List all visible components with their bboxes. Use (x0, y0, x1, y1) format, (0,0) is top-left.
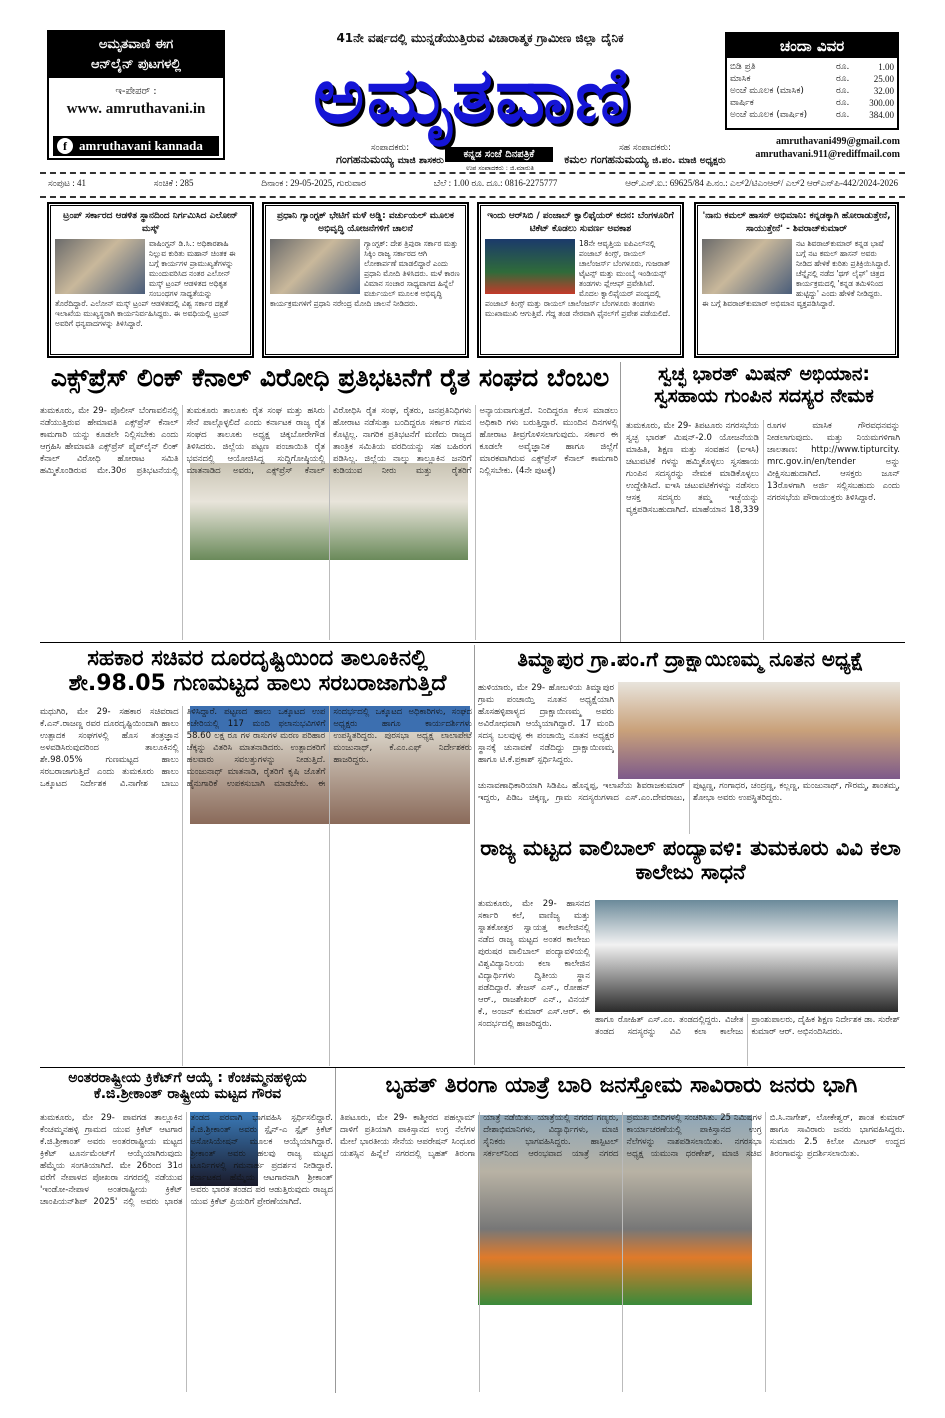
website-link[interactable]: www. amruthavani.in (66, 101, 206, 117)
subscription-row (727, 109, 897, 121)
divider (40, 196, 905, 198)
facebook-link[interactable] (53, 136, 219, 156)
article-tiranga-body (340, 1112, 905, 1392)
divider (40, 642, 905, 643)
plan-label: ಬಿಡಿ ಪ್ರತಿ (730, 62, 756, 72)
plan-price: 1.00 (878, 62, 894, 72)
subscription-row (727, 97, 897, 109)
headline: ಪ್ರಧಾನಿ ಗ್ಯಾಂಗ್ಟಕ್ ಭೇಟಿಗೆ ಮಳೆ ಅಡ್ಡಿ: ವರ್ಚುಯಲ್ ಮೂಲಕ ಅಭಿವೃದ್ಧಿ ಯೋಜನೆಗಳಿಗೆ ಚಾಲನೆ (277, 211, 454, 234)
tagline: 41ನೇ ವರ್ಷದಲ್ಲಿ ಮುನ್ನಡೆಯುತ್ತಿರುವ ವಿಚಾರಾತ್ಮಕ ಗ್ರಾಮೀಣ ಜಿಲ್ಲಾ ದೈನಿಕ (336, 31, 624, 45)
subscription-box (725, 32, 899, 130)
plan-label: ಅಂಚೆ ಮೂಲಕ (ಮಾಸಿಕ) (730, 86, 804, 96)
headline-canal-protest: ಎಕ್ಸ್‌ಪ್ರೆಸ್ ಲಿಂಕ್ ಕೆನಾಲ್ ವಿರೋಧಿ ಪ್ರತಿಭಟನೆಗೆ ರೈತ ಸಂಘದ ಬೆಂಬಲ (50, 363, 610, 392)
price-phone: ಬೆಲೆ : 1.00 ರೂ. ದೂ.: 0816-2275777 (433, 178, 558, 188)
body-text: ತಿಪಟೂರು, ಮೇ 29- ಕಾಶ್ಮೀರದ ಪಹಲ್ಗಾಮ್ ದಾಳಿಗೆ ಪ್ರತಿಯಾಗಿ ಪಾಕಿಸ್ತಾನದ ಉಗ್ರ ನೆಲೆಗಳ ಮೇಲೆ ಭಾರತೀಯ ಸೇನೆಯ ಆಪರೇಷನ್ ಸಿಂಧೂರ ಯಶಸ್ಸಿನ ಹಿನ್ನೆಲೆ ನಗರದಲ್ಲಿ ಬೃಹತ್ ತಿರಂಗಾ ಯಾತ್ರೆ ನಡೆಯಿತು. ಯಾತ್ರೆಯಲ್ಲಿ ನಗರದ ಗಣ್ಯರು, ದೇಶಾಭಿಮಾನಿಗಳು, ವಿದ್ಯಾರ್ಥಿಗಳು, ಮಾಜಿ ಸೈನಿಕರು ಭಾಗವಹಿಸಿದ್ದರು. ಹಾಸ್ಪಿಟಲ್ ಸರ್ಕಲ್‌ನಿಂದ ಆರಂಭವಾದ ಯಾತ್ರೆ ನಗರದ ಪ್ರಮುಖ ಬೀದಿಗಳಲ್ಲಿ ಸಂಚರಿಸಿತು. 25 ನಿಮಿಷಗಳ ಕಾರ್ಯಾಚರಣೆಯಲ್ಲಿ ಪಾಕಿಸ್ತಾನದ ಉಗ್ರ ನೆಲೆಗಳನ್ನು ನಾಶಪಡಿಸಲಾಯಿತು. ನಗರಸಭಾ ಅಧ್ಯಕ್ಷ ಯಮುನಾ ಧರಣೇಶ್, ಮಾಜಿ ಸಚಿವ ಬಿ.ಸಿ.ನಾಗೇಶ್, ಲೋಕೇಶ್ವರ್, ಶಾಂತ ಕುಮಾರ್ ಹಾಗೂ ಸಾವಿರಾರು ಜನರು ಭಾಗವಹಿಸಿದ್ದರು. ಸುಮಾರು 2.5 ಕಿಲೋ ಮೀಟರ್ ಉದ್ದದ ತಿರಂಗಾವನ್ನು ಪ್ರದರ್ಶಿಸಲಾಯಿತು. (340, 1113, 905, 1159)
article-cricket-body: ತುಮಕೂರು, ಮೇ 29- ಪಾವಗಡ ತಾಲ್ಲೂಕಿನ ಕೆಂಚಮ್ಮನಹಳ್ಳಿ ಗ್ರಾಮದ ಯುವ ಕ್ರಿಕೆಟ್ ಆಟಗಾರ ಕೆ.ಜಿ.ಶ್ರೀಕಾಂತ್ ಅವರು ಅಂತರರಾಷ್ಟ್ರೀಯ ಮಟ್ಟದ ಕ್ರಿಕೆಟ್ ಟೂರ್ನಮೆಂಟ್‌ಗೆ ಆಯ್ಕೆಯಾಗಿರುವುದು ಹೆಮ್ಮೆಯ ಸಂಗತಿಯಾಗಿದೆ. ಮೇ 26ರಿಂದ 31ರ ವರೆಗೆ ನೇಪಾಳದ ಪೋಖರಾ ನಗರದಲ್ಲಿ ನಡೆಯುವ 'ಇಂಡೋ-ನೇಪಾಳ ಅಂತರಾಷ್ಟ್ರೀಯ ಕ್ರಿಕೆಟ್ ಚಾಂಪಿಯನ್‌ಶಿಪ್ 2025' ನಲ್ಲಿ ಅವರು ಭಾರತ ತಂಡದ ಪರವಾಗಿ ಭಾಗವಹಿಸಿ ಸ್ಪರ್ಧಿಸಲಿದ್ದಾರೆ. ಕೆ.ಜಿ.ಶ್ರೀಕಾಂತ್ ಅವರು ಸ್ಪೈನ್-ಎ ಸ್ಪೈಕ್ ಕ್ರಿಕೆಟ್ ಅಸೋಸಿಯೇಷನ್ ಮೂಲಕ ಆಯ್ಕೆಯಾಗಿದ್ದಾರೆ. ಶ್ರೀಕಾಂತ್ ಅವರು ಹಲವು ರಾಜ್ಯ ಮಟ್ಟದ ಟೂರ್ನಿಗಳಲ್ಲಿ ಗಮನಾರ್ಹ ಪ್ರದರ್ಶನ ನೀಡಿದ್ದಾರೆ. ಕರ್ನಾಟಕದ ಹೆಮ್ಮೆಯ ಆಟಗಾರನಾಗಿ ಶ್ರೀಕಾಂತ್ ಅವರು ಭಾರತ ತಂಡದ ಪರ ಆಡುತ್ತಿರುವುದು ರಾಜ್ಯದ ಯುವ ಕ್ರಿಕೆಟ್ ಪ್ರಿಯರಿಗೆ ಪ್ರೇರಣೆಯಾಗಿದೆ. (40, 1113, 333, 1207)
newspaper-logo: ಅಮೃತವಾಣಿ (313, 51, 632, 141)
news-box-pm (263, 203, 468, 357)
facebook-icon: f (57, 138, 73, 154)
photo-panchayat (618, 682, 900, 779)
column-rule (335, 1068, 336, 1393)
coeditor-note: ಜಿ.ಪಂ. ಮಾಜಿ ಅಧ್ಯಕ್ಷರು (652, 155, 726, 166)
body: ವಾಷಿಂಗ್ಟನ್ ಡಿ.ಸಿ.: ಅಧಿಕಾರಶಾಹಿ ನಿಲ್ಲುವ ಕುರಿತು ಮಹಾನ್ ಚಿಂತಕ ಈ ಬಗ್ಗೆ ಕಾರ್ಯಗಳ ಪ್ರಾಮುಖ್ಯತೆಗಳನ್ನು ಮುಂದುವರಿಸಿದ ನಂತರ ಎಲೋನ್ ಮಸ್ಕ್ ಟ್ರಂಪ್ ಆಡಳಿತದ ಅಧಿಕೃತ ಸಂಬಂಧಗಳ ಸಾಧ್ಯತೆಯನ್ನು ತೊರೆದಿದ್ದಾರೆ. ಎಲೋನ್ ಮಸ್ಕ್ ಟ್ರಂಪ್ ಆಡಳಿತದಲ್ಲಿ ವಿಶ್ವ ಸರ್ಕಾರ ದಕ್ಷತೆ ಇಲಾಖೆಯ ಮುಖ್ಯಸ್ಥರಾಗಿ ಕಾರ್ಯನಿರ್ವಹಿಸಿದ್ದರು. ಈ ಅವಧಿಯಲ್ಲಿ ಟ್ರಂಪ್ ಅವರಿಗೆ ಧನ್ಯವಾದಗಳನ್ನು ತಿಳಿಸಿದ್ದಾರೆ. (55, 239, 236, 328)
currency: ರೂ. (836, 86, 850, 96)
article-timmapura-caption: ಚುನಾವಣಾಧಿಕಾರಿಯಾಗಿ ಸಿಡಿಪಿಒ ಹೊನ್ನಪ್ಪ, ಇಲಾಖೆಯ ಶಿವರಾಜಕುಮಾರ್ ಇದ್ದರು, ಪಿಡಿಒ ಚಿಕ್ಕಣ್ಣ, ಗ್ರಾಮ ಸದಸ್ಯರುಗಳಾದ ಎಸ್.ಎಂ.ದೇವರಾಜು, ಪುಟ್ಟಣ್ಣ, ಗಂಗಾಧರ, ಚಂದ್ರಣ್ಣ, ಕಲ್ಲಣ್ಣ, ಮಂಜುನಾಥ್, ಗೌರಮ್ಮ, ಶಾಂತಮ್ಮ, ಶೋಭಾ ಅವರು ಉಪಸ್ಥಿತರಿದ್ದರು. (478, 781, 900, 803)
subscription-row (727, 73, 897, 85)
news-box-musk (48, 203, 253, 357)
headline-timmapura: ತಿಮ್ಮಾಪುರ ಗ್ರಾ.ಪಂ.ಗೆ ದ್ರಾಕ್ಷಾಯಿಣಮ್ಮ ನೂತನ ಅಧ್ಯಕ್ಷೆ (517, 647, 864, 671)
coeditor-name: ಕಮಲ ಗಂಗಹನುಮಯ್ಯ (564, 153, 649, 166)
body: ಗ್ಯಾಂಗ್ಟಕ್: ದೇಶ ತ್ರಿಪುರಾ ಸರ್ಕಾರ ಮತ್ತು ಸಿಕ್ಕಿಂ ರಾಜ್ಯ ಸರ್ಕಾರದ ಆಗಿ ಲೋಕಾರ್ಪಣೆ ಮಾಡಲಿದ್ದಾರೆ ಎಂದು ಪ್ರಧಾನಿ ಮೋದಿ ತಿಳಿಸಿದರು. ಮಳೆ ಕಾರಣ ವಿಮಾನ ಸಂಚಾರ ಸಾಧ್ಯವಾಗದ ಹಿನ್ನೆಲೆ ವರ್ಚುಯಲ್ ಮೂಲಕ ಅಭಿವೃದ್ಧಿ ಕಾರ್ಯಕ್ರಮಗಳಿಗೆ ಪ್ರಧಾನಿ ನರೇಂದ್ರ ಮೋದಿ ಚಾಲನೆ ನೀಡಿದರು. (270, 239, 460, 308)
editor-label: ಸಂಪಾದಕರು: (370, 143, 410, 153)
divider (40, 172, 905, 174)
photo (270, 239, 360, 294)
subscription-row (727, 85, 897, 97)
photo (485, 239, 575, 294)
column-rule (620, 362, 621, 642)
column-rule (474, 645, 475, 1065)
article-volleyball-body: ತುಮಕೂರು, ಮೇ 29- ಹಾಸನದ ಸರ್ಕಾರಿ ಕಲೆ, ವಾಣಿಜ್ಯ ಮತ್ತು ಸ್ನಾತಕೋತ್ತರ ಸ್ವಾಯತ್ತ ಕಾಲೇಜಿನಲ್ಲಿ ನಡೆದ ರಾಜ್ಯ ಮಟ್ಟದ ಅಂತರ ಕಾಲೇಜು ಪುರುಷರ ವಾಲಿಬಾಲ್ ಪಂದ್ಯಾವಳಿಯಲ್ಲಿ ವಿಶ್ವವಿದ್ಯಾನಿಲಯ ಕಲಾ ಕಾಲೇಜಿನ ವಿದ್ಯಾರ್ಥಿಗಳು ದ್ವಿತೀಯ ಸ್ಥಾನ ಪಡೆದಿದ್ದಾರೆ. ತೇಜಸ್ ಎಸ್., ರೋಹನ್ ಆರ್., ರಾಜಶೇಖರ್ ಎನ್., ವಿನಯ್ ಕೆ., ಅಂಜನ್ ಕುಮಾರ್ ಎಸ್.ಆರ್. ಈ ಸಂದರ್ಭದಲ್ಲಿ ಹಾಜರಿದ್ದರು. (478, 899, 590, 1029)
headline: ಟ್ರಂಪ್ ಸರ್ಕಾರದ ಆಡಳಿತ ಸ್ಥಾನದಿಂದ ನಿರ್ಗಮಿಸಿದ ಎಲೋನ್ ಮಸ್ಕ್ (63, 211, 238, 234)
coeditor-label: ಸಹ ಸಂಪಾದಕರು: (618, 143, 672, 153)
body: ನಟ ಶಿವರಾಜ್‌ಕುಮಾರ್ ಕನ್ನಡ ಭಾಷೆ ಬಗ್ಗೆ ನಟ ಕಮಲ್ ಹಾಸನ್ ಅವರು ನೀಡಿದ ಹೇಳಿಕೆ ಕುರಿತು ಪ್ರತಿಕ್ರಿಯಿಸಿದ್ದಾರೆ. ಚೆನ್ನೈನಲ್ಲಿ ನಡೆದ 'ಥಗ್ ಲೈಫ್' ಚಿತ್ರದ ಕಾರ್ಯಕ್ರಮದಲ್ಲಿ 'ಕನ್ನಡ ತಮಿಳಿನಿಂದ ಹುಟ್ಟಿದ್ದು' ಎಂದು ಹೇಳಿಕೆ ನೀಡಿದ್ದರು. ಈ ಬಗ್ಗೆ ಶಿವರಾಜ್‌ಕುಮಾರ್ ಅಭಿಮಾನ ವ್ಯಕ್ತಪಡಿಸಿದ್ದಾರೆ. (702, 239, 891, 308)
article-canal-body: ತುಮಕೂರು, ಮೇ 29- ಪೊಲೀಸ್ ಬೆಂಗಾವಲಿನಲ್ಲಿ ನಡೆಯುತ್ತಿರುವ ಹೇಮಾವತಿ ಎಕ್ಸ್‌ಪ್ರೆಸ್ ಕೆನಾಲ್ ಕಾಮಗಾರಿ ಯನ್ನು ಕೂಡಲೇ ನಿಲ್ಲಿಸಬೇಕು ಎಂದು ಆಗ್ರಹಿಸಿ ಹೇಮಾವತಿ ಎಕ್ಸ್‌ಪ್ರೆಸ್ ಪೈಪ್‌ಲೈನ್ ಲಿಂಕ್ ಕೆನಾಲ್ ವಿರೋಧಿ ಹೋರಾಟ ಸಮಿತಿ ಹಮ್ಮಿಕೊಂಡಿರುವ ಮೇ.30ರ ಪ್ರತಿಭಟನೆಯಲ್ಲಿ ತುಮಕೂರು ತಾಲೂಕು ರೈತ ಸಂಘ ಮತ್ತು ಹಸಿರು ಸೇನೆ ಪಾಲ್ಗೊಳ್ಳಲಿದೆ ಎಂದು ಕರ್ನಾಟಕ ರಾಜ್ಯ ರೈತ ಸಂಘದ ತಾಲೂಕು ಅಧ್ಯಕ್ಷ ಚಿಕ್ಕಬೋರೇಗೌಡ ತಿಳಿಸಿದರು. ಜಿಲ್ಲೆಯ ಪಟ್ಟಣ ಪಂಚಾಯಿತಿ ರೈತ ಭವನದಲ್ಲಿ ಆಯೋಜಿಸಿದ್ದ ಸುದ್ದಿಗೋಷ್ಠಿಯಲ್ಲಿ ಮಾತನಾಡಿದ ಅವರು, ಎಕ್ಸ್‌ಪ್ರೆಸ್ ಕೆನಾಲ್ ವಿರೋಧಿಸಿ ರೈತ ಸಂಘ, ರೈತರು, ಜನಪ್ರತಿನಿಧಿಗಳು ಹೋರಾಟ ನಡೆಸುತ್ತಾ ಬಂದಿದ್ದರೂ ಸರ್ಕಾರ ಗಮನ ಕೊಟ್ಟಿಲ್ಲ. ನಾಗರಿಕ ಪ್ರತಿಭಟನೆಗೆ ಮಣಿದು ರಾಜ್ಯದ ತಾಂತ್ರಿಕ ಸಮಿತಿಯ ವರದಿಯನ್ನು ಸಹ ಬಹಿರಂಗ ಪಡಿಸಿಲ್ಲ. ಜಿಲ್ಲೆಯ ನಾಲ್ಕು ತಾಲ್ಲೂಕಿನ ಜನರಿಗೆ ಕುಡಿಯುವ ನೀರು ಮತ್ತು ರೈತರಿಗೆ ಅನ್ಯಾಯವಾಗುತ್ತದೆ. ನಿಂದಿದ್ದರೂ ಕೆಲಸ ಮಾಡಲು ಅಧಿಕಾರಿ ಗಳು ಬರುತ್ತಿದ್ದಾರೆ. ಮುಂದಿನ ದಿನಗಳಲ್ಲಿ ಹೋರಾಟ ತೀವ್ರಗೊಳಿಸಲಾಗುವುದು. ಸರ್ಕಾರ ಈ ಕೂಡಲೇ ಅವೈಜ್ಞಾನಿಕ ಹಾಗೂ ಜಿಲ್ಲೆಗೆ ಮಾರಕವಾಗಿರುವ ಎಕ್ಸ್‌ಪ್ರೆಸ್ ಕೆನಾಲ್ ಕಾಮಗಾರಿ ನಿಲ್ಲಿಸಬೇಕು. (4ನೇ ಪುಟಕ್ಕೆ) (40, 406, 618, 476)
online-title-1: ಅಮೃತವಾಣಿ ಈಗ (98, 37, 174, 52)
issue-number: ಸಂಚಿಕೆ : 285 (153, 178, 194, 188)
registration: ಆರ್.ಎನ್.ಐ.: 69625/84 ಪಿ.ನಂ.: ಎಲ್2/ಟಿಎಂಆರ್/ ಎಲ್2 ಆರ್‌ಎನ್‌ಪಿ-442/2024-2026 (625, 178, 898, 188)
article-milk-body: ಮಧುಗಿರಿ, ಮೇ 29- ಸಹಕಾರ ಸಚಿವರಾದ ಕೆ.ಎನ್.ರಾಜಣ್ಣ ರವರ ದೂರದೃಷ್ಟಿಯಿಂದಾಗಿ ಹಾಲು ಉತ್ಪಾದಕ ಸಂಘಗಳಲ್ಲಿ ಹೊಸ ತಂತ್ರಜ್ಞಾನ ಅಳವಡಿಸಿರುವುದರಿಂದ ತಾಲೂಕಿನಲ್ಲಿ ಶೇ.98.05% ಗುಣಮಟ್ಟದ ಹಾಲು ಸರಬರಾಜಾಗುತ್ತಿದೆ ಎಂದು ತುಮಕೂರು ಹಾಲು ಒಕ್ಕೂಟದ ನಿರ್ದೇಶಕ ವಿ.ನಾಗೇಶ ಬಾಬು ತಿಳಿಸಿದ್ದಾರೆ. ಪಟ್ಟಣದ ಹಾಲು ಒಕ್ಕೂಟದ ಉಪ ಕಚೇರಿಯಲ್ಲಿ 117 ಮಂದಿ ಫಲಾನುಭವಿಗಳಿಗೆ 58.60 ಲಕ್ಷ ರೂ ಗಳ ರಾಸುಗಳ ಮರಣ ಪರಿಹಾರ ಚೆಕ್ಕನ್ನು ವಿತರಿಸಿ ಮಾತನಾಡಿದರು. ಉತ್ಪಾದಕರಿಗೆ ಹಲವಾರು ಸವಲತ್ತುಗಳನ್ನು ನೀಡುತ್ತಿದೆ. ಮಂಜುನಾಥ್ ಮಾತನಾಡಿ, ರೈತರಿಗೆ ಕೃಷಿ ಜೊತೆಗೆ ಹೈನುಗಾರಿಕೆ ಉಪಕಸುಬಾಗಿ ಮಾಡಬೇಕು. ಈ ಸಂದರ್ಭದಲ್ಲಿ ಒಕ್ಕೂಟದ ಅಧಿಕಾರಿಗಳು, ಸಂಘದ ಅಧ್ಯಕ್ಷರು ಹಾಗೂ ಕಾರ್ಯದರ್ಶಿಗಳು ಉಪಸ್ಥಿತರಿದ್ದರು. ಪುರಸಭಾ ಅಧ್ಯಕ್ಷ ಲಾಲಾಪೇಟೆ ಮಂಜುನಾಥ್, ಕೆ.ಎಂ.ಎಫ್ ನಿರ್ದೇಶಕರು ಹಾಜರಿದ್ದರು. (40, 707, 472, 789)
plan-label: ಅಂಚೆ ಮೂಲಕ (ವಾರ್ಷಿಕ) (730, 110, 808, 120)
plan-label: ಮಾಸಿಕ (730, 74, 751, 84)
photo (55, 239, 145, 294)
email-list (735, 135, 900, 161)
coeditor-block (560, 143, 730, 167)
divider (40, 1067, 905, 1068)
article-volleyball-caption: ಹಾಗೂ ರೋಹಿತ್ ಎಸ್.ಎಂ. ತಂಡದಲ್ಲಿದ್ದರು. ವಿಜೇತ ತಂಡದ ಸದಸ್ಯರನ್ನು ವಿವಿ ಕಲಾ ಕಾಲೇಜು ಪ್ರಾಂಶುಪಾಲರು, ದೈಹಿಕ ಶಿಕ್ಷಣ ನಿರ್ದೇಶಕ ಡಾ. ಸುರೇಶ್ ಕುಮಾರ್ ಆರ್. ಅಭಿನಂದಿಸಿದರು. (595, 1015, 900, 1037)
currency: ರೂ. (836, 62, 850, 72)
evening-daily-badge: ಕನ್ನಡ ಸಂಜೆ ದಿನಪತ್ರಿಕೆ (445, 147, 553, 162)
issue-info-bar (48, 178, 898, 189)
sub-editor: ಉಪ ಸಂಪಾದಕರು : ಜಿ.ಮಾರುತಿ (466, 164, 534, 172)
headline: 'ನಾನು ಕಮಲ್ ಹಾಸನ್ ಅಭಿಮಾನಿ: ಕನ್ನಡಕ್ಕಾಗಿ ಹೋರಾಡುತ್ತೇನೆ, ಸಾಯುತ್ತೇನೆ' - ಶಿವರಾಜ್‌ಕುಮಾರ್ (702, 211, 891, 234)
currency: ರೂ. (836, 98, 850, 108)
epaper-label: ಇ-ಪೇಪರ್ : (115, 86, 157, 97)
editor-note: ಮಾಜಿ ಶಾಸಕರು (397, 155, 444, 166)
body: 18ನೇ ಆವೃತ್ತಿಯ ಐಪಿಎಲ್‌ನಲ್ಲಿ ಪಂಜಾಬ್ ಕಿಂಗ್ಸ್, ರಾಯಲ್ ಚಾಲೆಂಜರ್ಸ್ ಬೆಂಗಳೂರು, ಗುಜರಾತ್ ಟೈಟನ್ಸ್ ಮತ್ತು ಮುಂಬೈ ಇಂಡಿಯನ್ಸ್ ತಂಡಗಳು ಪ್ಲೇಆಫ್ ಪ್ರವೇಶಿಸಿವೆ. ಮೊದಲ ಕ್ವಾಲಿಫೈಯರ್ ಪಂದ್ಯದಲ್ಲಿ ಪಂಜಾಬ್ ಕಿಂಗ್ಸ್ ಮತ್ತು ರಾಯಲ್ ಚಾಲೆಂಜರ್ಸ್ ಬೆಂಗಳೂರು ತಂಡಗಳು ಮುಖಾಮುಖಿ ಆಗುತ್ತಿವೆ. ಗೆದ್ದ ತಂಡ ನೇರವಾಗಿ ಫೈನಲ್‌ಗೆ ಪ್ರವೇಶ ಪಡೆಯಲಿದೆ. (485, 239, 671, 318)
plan-price: 32.00 (873, 86, 894, 96)
headline: ಇಂದು ಆರ್‌ಸಿಬಿ / ಪಂಜಾಬ್ ಕ್ವಾಲಿಫೈಯರ್ ಕದನ: ಬೆಂಗಳೂರಿಗೆ ಟಿಕೆಟ್ ಕೊಡಲು ಸುವರ್ಣ ಅವಕಾಶ (487, 211, 674, 234)
article-swachh-body: ತುಮಕೂರು, ಮೇ 29- ತಿಪಟೂರು ನಗರಸಭೆಯ ಸ್ವಚ್ಛ ಭಾರತ್ ಮಿಷನ್-2.0 ಯೋಜನೆಯಡಿ ಮಾಹಿತಿ, ಶಿಕ್ಷಣ ಮತ್ತು ಸಂವಹನ (ಐಇಸಿ) ಚಟುವಟಿಕೆ ಗಳನ್ನು ಹಮ್ಮಿಕೊಳ್ಳಲು ಸ್ವಸಹಾಯ ಗುಂಪಿನ ಸದಸ್ಯರನ್ನು ನೇಮಕ ಮಾಡಿಕೊಳ್ಳಲು ಉದ್ದೇಶಿಸಿದೆ. ಐಇಸಿ ಚಟುವಟಿಕೆಗಳನ್ನು ನಡೆಸಲು ಆಸಕ್ತ ಸದಸ್ಯರು ತಮ್ಮ ಇಚ್ಛೆಯನ್ನು ವ್ಯಕ್ತಪಡಿಸಬಹುದಾಗಿದೆ. ಮಾಹೆಯಾನ 18,339 ರೂಗಳ ಮಾಸಿಕ ಗೌರವಧನವನ್ನು ನೀಡಲಾಗುವುದು. ಮತ್ತು ನಿಯಮಗಳಿಗಾಗಿ ಜಾಲತಾಣ: http://www.tipturcity. mrc.gov.in/en/tender ಅನ್ನು ವೀಕ್ಷಿಸಬಹುದಾಗಿದೆ. ಆಸಕ್ತರು ಜೂನ್ 13ರೊಳಗಾಗಿ ಅರ್ಜಿ ಸಲ್ಲಿಸಬಹುದು ಎಂದು ನಗರಸಭೆಯ ಪೌರಾಯುಕ್ತರು ತಿಳಿಸಿದ್ದಾರೆ. (626, 421, 900, 515)
headline-milk-quality: ಸಹಕಾರ ಸಚಿವರ ದೂರದೃಷ್ಟಿಯಿಂದ ತಾಲೂಕಿನಲ್ಲಿ ಶೇ.98.05 ಗುಣಮಟ್ಟದ ಹಾಲು ಸರಬರಾಜಾಗುತ್ತಿದೆ (68, 646, 447, 697)
headline-cricket-selection: ಅಂತರರಾಷ್ಟ್ರೀಯ ಕ್ರಿಕೆಟ್‌ಗೆ ಆಯ್ಕೆ : ಕೆಂಚಮ್ಮನಹಳ್ಳಿಯ ಕೆ.ಜಿ.ಶ್ರೀಕಾಂತ್ ರಾಷ್ಟ್ರೀಯ ಮಟ್ಟದ ಗೌರವ (68, 1070, 307, 1103)
plan-price: 384.00 (869, 110, 894, 120)
article-timmapura-body: ಹುಳಿಯಾರು, ಮೇ 29- ಹೋಬಳಿಯ ತಿಮ್ಮಾಪುರ ಗ್ರಾಮ ಪಂಚಾಯ್ತಿ ನೂತನ ಅಧ್ಯಕ್ಷೆಯಾಗಿ ಹೊಸಹಳ್ಳಿಪಾಳ್ಯದ ದ್ರಾಕ್ಷಾಯಿಣಮ್ಮ ಅವರು ಅವಿರೋಧವಾಗಿ ಆಯ್ಕೆಯಾಗಿದ್ದಾರೆ. 17 ಮಂದಿ ಸದಸ್ಯ ಬಲವುಳ್ಳ ಈ ಪಂಚಾಯ್ತಿ ನೂತನ ಅಧ್ಯಕ್ಷರ ಸ್ಥಾನಕ್ಕೆ ಚುನಾವಣೆ ನಡೆದಿದ್ದು ದ್ರಾಕ್ಷಾಯಿಣಮ್ಮ ಹಾಗೂ ಟಿ.ಕೆ.ಪ್ರಕಾಶ್ ಸ್ಪರ್ಧಿಸಿದ್ದರು. (478, 683, 614, 765)
currency: ರೂ. (836, 110, 850, 120)
subscription-row (727, 61, 897, 73)
editor-block (320, 143, 460, 167)
subscription-title: ಚಂದಾ ವಿವರ (727, 34, 897, 58)
photo-volleyball-team (595, 900, 898, 1012)
facebook-handle: amruthavani kannada (79, 138, 203, 153)
online-edition-box (47, 30, 225, 160)
news-box-shivarajkumar (695, 203, 898, 357)
headline-volleyball: ರಾಜ್ಯ ಮಟ್ಟದ ವಾಲಿಬಾಲ್ ಪಂದ್ಯಾವಳಿ: ತುಮಕೂರು ವಿವಿ ಕಲಾ ಕಾಲೇಜು ಸಾಧನೆ (480, 836, 901, 885)
news-box-ipl (478, 203, 683, 357)
online-title-2: ಆನ್‌ಲೈನ್ ಪುಟಗಳಲ್ಲಿ (90, 57, 182, 72)
volume: ಸಂಪುಟ : 41 (48, 178, 86, 188)
headline-tiranga-yatra: ಬೃಹತ್ ತಿರಂಗಾ ಯಾತ್ರೆ ಬಾರಿ ಜನಸ್ತೋಮ ಸಾವಿರಾರು ಜನರು ಭಾಗಿ (385, 1073, 858, 1098)
plan-label: ವಾರ್ಷಿಕ (730, 98, 754, 108)
date: ದಿನಾಂಕ : 29-05-2025, ಗುರುವಾರ (261, 178, 366, 188)
photo (702, 239, 792, 294)
editor-name: ಗಂಗಹನುಮಯ್ಯ (336, 153, 394, 166)
plan-price: 300.00 (869, 98, 894, 108)
headline-swachh-bharat: ಸ್ವಚ್ಛ ಭಾರತ್ ಮಿಷನ್ ಅಭಿಯಾನ: ಸ್ವಸಹಾಯ ಗುಂಪಿನ ಸದಸ್ಯರ ನೇಮಕ (654, 363, 874, 407)
currency: ರೂ. (836, 74, 850, 84)
email-1[interactable]: amruthavani499@gmail.com (775, 136, 900, 147)
subscription-table (727, 61, 897, 121)
plan-price: 25.00 (873, 74, 894, 84)
email-2[interactable]: amruthavani.911@rediffmail.com (755, 149, 900, 160)
